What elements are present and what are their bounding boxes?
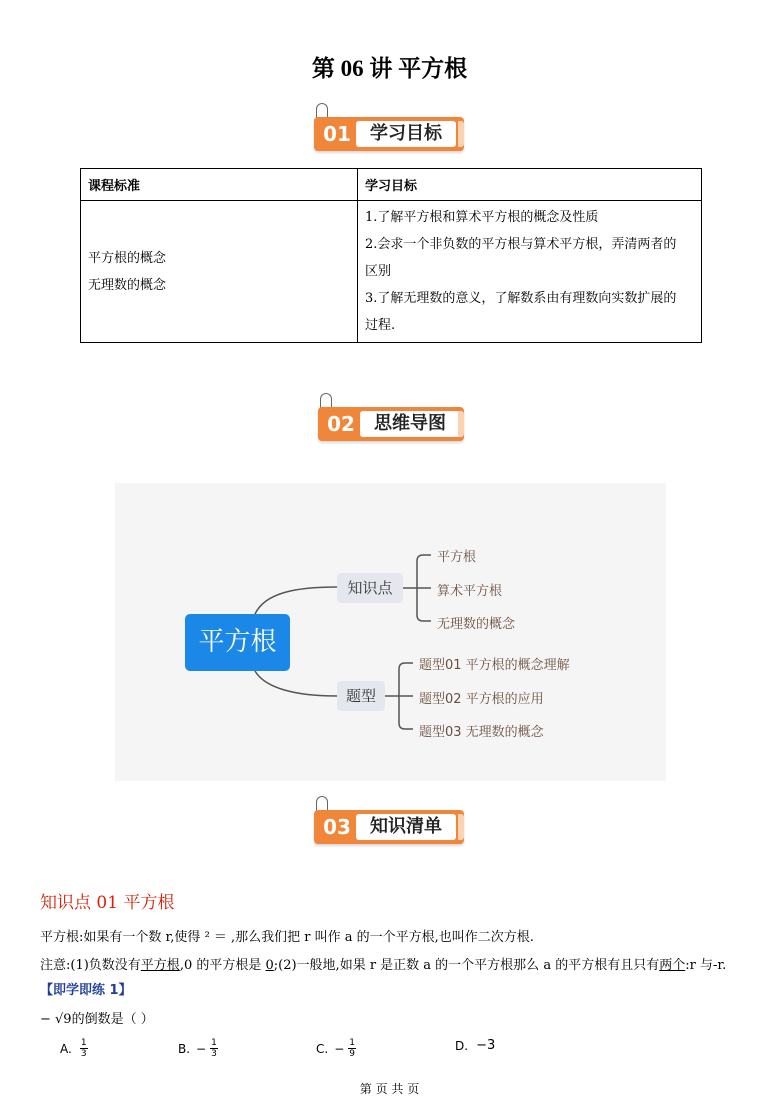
objectives-table <box>80 168 702 343</box>
definition-text: 平方根:如果有一个数 r,使得 ² ＝ ,那么我们把 r 叫作 a 的一个平方根,也叫作二次方根. <box>40 930 534 945</box>
goal-line: 区别 <box>365 264 392 279</box>
option-b: B. − $\frac{1}{3}$ <box>178 1038 217 1059</box>
underlined-term: 两个 <box>659 958 686 973</box>
table-header-goal: 学习目标 <box>358 169 702 201</box>
mind-map <box>115 483 666 781</box>
mind-map-leaf: 算术平方根 <box>437 584 503 599</box>
mind-map-leaf: 题型01 平方根的概念理解 <box>419 658 570 673</box>
section-badge-mindmap <box>318 393 478 445</box>
badge-number: 02 <box>327 412 355 436</box>
mind-map-branch-question-types: 题型 <box>337 681 385 711</box>
note-text: 注意:(1)负数没有平方根,0 的平方根是 0;(2)一般地,如果 r 是正数 a 的一个平方根那么 a 的平方根有且只有两个:r 与-r. <box>40 958 727 973</box>
standard-item: 平方根的概念 <box>88 250 167 266</box>
page-title: 第 06 讲 平方根 <box>311 56 468 81</box>
mind-map-branch-knowledge: 知识点 <box>337 573 403 603</box>
mind-map-leaf: 题型02 平方根的应用 <box>419 692 544 707</box>
standards-cell <box>81 201 358 343</box>
option-c: C. − $\frac{1}{9}$ <box>316 1038 355 1059</box>
option-a: A. $\frac{1}{3}$ <box>60 1038 87 1059</box>
section-badge-objectives <box>314 103 474 155</box>
practice-label: 【即学即练 1】 <box>40 983 132 998</box>
option-d: D. −3 <box>455 1038 496 1053</box>
goal-line: 3.了解无理数的意义，了解数系由有理数向实数扩展的 <box>365 291 677 306</box>
standard-item: 无理数的概念 <box>88 277 167 293</box>
goals-cell <box>358 201 702 343</box>
table-header-standard: 课程标准 <box>81 169 358 201</box>
goal-line: 2.会求一个非负数的平方根与算术平方根，弄清两者的 <box>365 237 677 252</box>
knowledge-point-title: 知识点 01 平方根 <box>40 893 175 913</box>
fraction: $\frac{1}{3}$ <box>80 1038 87 1059</box>
badge-number: 03 <box>323 815 351 839</box>
fraction: $\frac{1}{3}$ <box>211 1038 217 1059</box>
badge-label: 思维导图 <box>360 411 460 437</box>
goal-line: 1.了解平方根和算术平方根的概念及性质 <box>365 210 599 225</box>
badge-number: 01 <box>323 122 351 146</box>
mind-map-root: 平方根 <box>185 614 290 671</box>
question-text: − √9的倒数是（ ） <box>40 1012 154 1027</box>
mind-map-leaf: 题型03 无理数的概念 <box>419 725 544 740</box>
page-footer: 第 页 共 页 <box>359 1082 420 1096</box>
badge-label: 学习目标 <box>356 121 456 147</box>
goal-line: 过程. <box>365 318 396 333</box>
section-badge-knowledge-list <box>314 796 474 848</box>
fraction: $\frac{1}{9}$ <box>349 1038 355 1059</box>
underlined-term: 0 <box>265 958 274 973</box>
mind-map-leaf: 平方根 <box>437 550 477 565</box>
badge-label: 知识清单 <box>356 814 456 840</box>
mind-map-leaf: 无理数的概念 <box>437 617 516 632</box>
underlined-term: 平方根 <box>140 958 180 973</box>
